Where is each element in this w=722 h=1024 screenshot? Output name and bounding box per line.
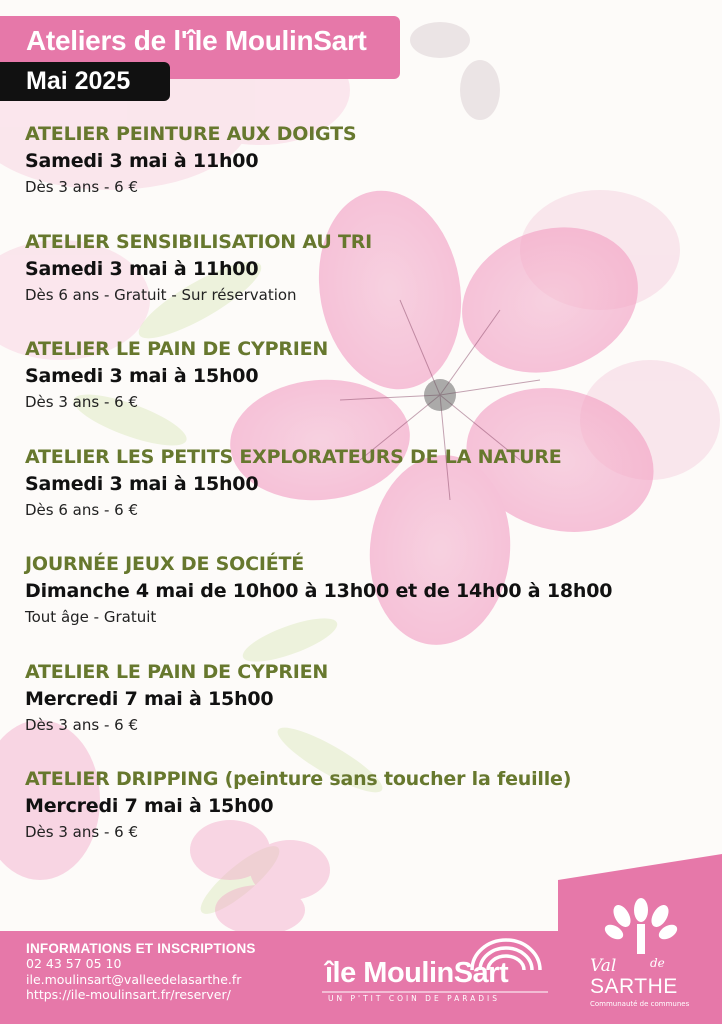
event-info: Dès 6 ans - Gratuit - Sur réservation xyxy=(25,285,297,304)
contact-heading: INFORMATIONS ET INSCRIPTIONS xyxy=(26,941,256,956)
contact-phone[interactable]: 02 43 57 05 10 xyxy=(26,956,122,971)
partner-sarthe: SARTHE xyxy=(590,975,678,998)
val-de-sarthe-logo xyxy=(586,896,696,1016)
events-list xyxy=(25,121,705,874)
event-title: ATELIER LE PAIN DE CYPRIEN xyxy=(25,338,329,360)
event-item xyxy=(25,551,705,659)
page-title: Ateliers de l'île MoulinSart xyxy=(26,25,367,56)
event-item xyxy=(25,121,705,229)
event-date: Samedi 3 mai à 15h00 xyxy=(25,365,259,387)
event-date: Mercredi 7 mai à 15h00 xyxy=(25,687,274,710)
event-date: Samedi 3 mai à 11h00 xyxy=(25,150,259,172)
month-label: Mai 2025 xyxy=(26,67,131,95)
contact-block xyxy=(26,941,256,1003)
event-item xyxy=(25,766,705,874)
event-date: Samedi 3 mai à 11h00 xyxy=(25,257,259,280)
event-title: ATELIER PEINTURE AUX DOIGTS xyxy=(25,123,357,145)
hands-tree-icon xyxy=(586,896,696,956)
contact-email[interactable]: ile.moulinsart@valleedelasarthe.fr xyxy=(26,971,242,987)
month-banner xyxy=(0,62,170,101)
event-item xyxy=(25,229,705,337)
event-info: Dès 3 ans - 6 € xyxy=(25,715,138,734)
event-info: Dès 3 ans - 6 € xyxy=(25,823,138,841)
event-date: Mercredi 7 mai à 15h00 xyxy=(25,795,274,817)
event-date: Dimanche 4 mai de 10h00 à 13h00 et de 14h00 à 18h00 xyxy=(25,580,613,602)
event-title: ATELIER DRIPPING (peinture sans toucher la feuille) xyxy=(25,768,572,790)
event-item xyxy=(25,659,705,767)
contact-website[interactable]: https://ile-moulinsart.fr/reserver/ xyxy=(26,987,231,1002)
event-title: ATELIER SENSIBILISATION AU TRI xyxy=(25,230,373,253)
partner-subtitle: Communauté de communes xyxy=(590,1000,690,1008)
partner-de: de xyxy=(650,956,665,970)
event-title: ATELIER LE PAIN DE CYPRIEN xyxy=(25,660,329,683)
event-info: Dès 3 ans - 6 € xyxy=(25,178,138,196)
event-info: Tout âge - Gratuit xyxy=(25,608,157,626)
event-title: ATELIER LES PETITS EXPLORATEURS DE LA NATURE xyxy=(25,445,562,468)
moulinsart-logo xyxy=(322,938,554,1018)
logo-name: île MoulinSart xyxy=(325,957,509,989)
event-item xyxy=(25,444,705,552)
event-info: Dès 6 ans - 6 € xyxy=(25,500,138,519)
logo-tagline: UN P'TIT COIN DE PARADIS xyxy=(328,994,501,1003)
partner-val: Val xyxy=(590,956,617,976)
event-title: JOURNÉE JEUX DE SOCIÉTÉ xyxy=(25,553,305,575)
event-item xyxy=(25,336,705,444)
event-info: Dès 3 ans - 6 € xyxy=(25,393,138,411)
event-date: Samedi 3 mai à 15h00 xyxy=(25,472,259,495)
